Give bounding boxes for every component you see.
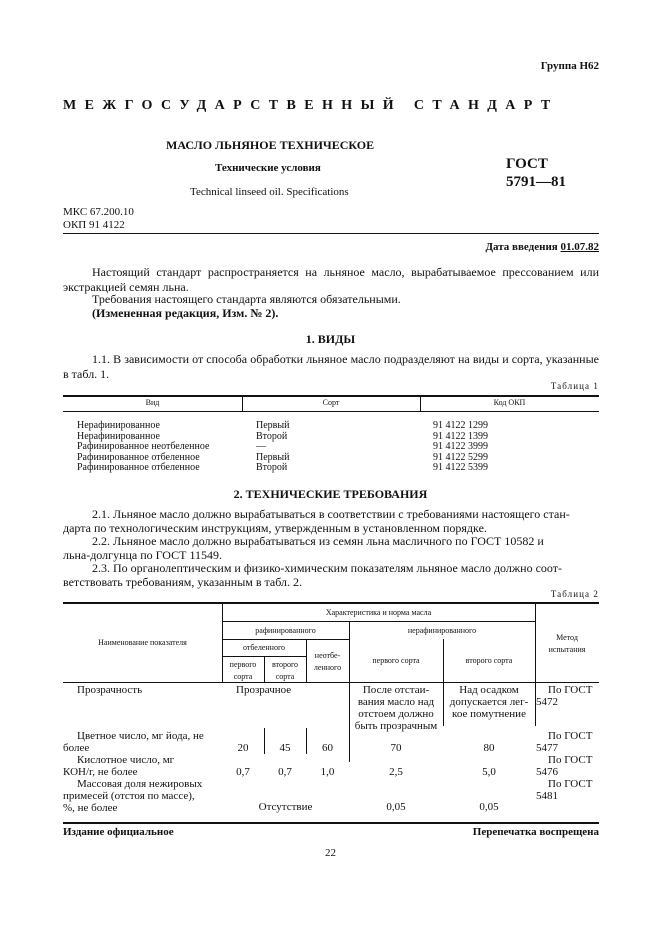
table-2-row-impurities-method xyxy=(536,778,592,802)
section-1-paragraph: 1.1. В зависимости от способа обработки льняное масло подразделяют на виды и сорта, указанные в табл. 1. xyxy=(63,352,599,381)
header-line: ленного xyxy=(313,663,342,672)
cell-line: После отстаи- xyxy=(362,684,430,696)
table-1-cell: Нерафинированное xyxy=(77,420,160,431)
table-1-header-kind: Вид xyxy=(145,398,160,407)
table-2-header-first-grade-bleached xyxy=(222,659,264,683)
cell-line: По ГОСТ xyxy=(548,730,593,742)
intro-paragraph-1: Настоящий стандарт распространяется на льняное масло, вырабатываемое прессованием или экстракцией семян льна. xyxy=(63,265,599,294)
cell-line: более xyxy=(63,742,90,754)
table-2-value: 0,7 xyxy=(236,766,250,778)
intro-paragraph-2: Требования настоящего стандарта являются обязательными. xyxy=(92,292,401,306)
table-2-row-color-name xyxy=(63,730,204,754)
cell-line: По ГОСТ xyxy=(548,778,593,790)
cell-line: 5477 xyxy=(536,742,558,754)
table-2-value: 5,0 xyxy=(482,766,496,778)
paragraph-2-1-line-2: дарта по технологическим инструкциям, утвержденным в установленном порядке. xyxy=(63,521,487,535)
cell-line: отстоем должно xyxy=(358,708,434,720)
table-2-header-refined: рафинированного xyxy=(255,626,316,635)
table-2-row-transparency-method xyxy=(536,684,592,708)
table-1-cell: 91 4122 1299 xyxy=(433,420,488,431)
table-1-cell: — xyxy=(256,441,266,452)
table-1-cell: 91 4122 5399 xyxy=(433,462,488,473)
table-2-row-transparency-refined: Прозрачное xyxy=(236,684,292,696)
standard-banner: МЕЖГОСУДАРСТВЕННЫЙ СТАНДАРТ xyxy=(63,98,559,113)
table-2-value: 1,0 xyxy=(320,766,335,778)
gost-label: ГОСТ xyxy=(506,156,548,172)
table-1-col-code xyxy=(433,421,488,474)
table-2-row-transparency-unrefined-second xyxy=(443,684,535,720)
cell-line: 5476 xyxy=(536,766,558,778)
cell-line: Цветное число, мг йода, не xyxy=(77,730,204,742)
table-1-col-grade xyxy=(256,421,289,474)
table-2-header-method xyxy=(535,632,599,656)
cell-line: По ГОСТ xyxy=(548,684,593,696)
table-2-row-impurities-refined: Отсутствие xyxy=(258,801,313,813)
header-line: второго xyxy=(271,660,299,669)
table-1-cell: Рафинированное неотбеленное xyxy=(77,441,210,452)
table-2-header-second-grade-bleached xyxy=(264,659,306,683)
table-1-cell: Первый xyxy=(256,451,290,463)
okp-code: ОКП 91 4122 xyxy=(63,219,125,231)
table-1-col-kind xyxy=(77,421,209,474)
table-2-value: 2,5 xyxy=(389,766,403,778)
header-line: сорта xyxy=(233,672,253,681)
cell-line: По ГОСТ xyxy=(548,754,593,766)
table-1-header-grade: Сорт xyxy=(322,398,340,407)
cell-line: %, не более xyxy=(63,802,118,814)
cell-line: примесей (отстоя по массе), xyxy=(63,790,195,802)
cell-line: КОН/г, не более xyxy=(63,766,138,778)
table-2-header-characteristic: Характеристика и норма масла xyxy=(325,608,432,617)
mks-code: МКС 67.200.10 xyxy=(63,206,134,218)
intro-date xyxy=(485,241,599,253)
header-line: Метод xyxy=(556,633,578,642)
header-line: сорта xyxy=(275,672,295,681)
cell-line: быть прозрачным xyxy=(354,720,438,732)
group-code: Группа Н62 xyxy=(540,60,599,72)
table-1-cell: Рафинированное отбеленное xyxy=(77,462,200,473)
table-2-value: 0,05 xyxy=(479,801,499,813)
table-1-cell: Второй xyxy=(256,430,288,442)
cell-line: Массовая доля нежировых xyxy=(77,778,203,790)
table-1-header-code: Код ОКП xyxy=(493,398,526,407)
cell-line: Кислотное число, мг xyxy=(77,754,175,766)
table-1-cell: 91 4122 3999 xyxy=(433,441,488,452)
footer-reprint-prohibited: Перепечатка воспрещена xyxy=(472,826,599,838)
table-1-cell: Рафинированное отбеленное xyxy=(77,451,200,463)
table-2-value: 0,05 xyxy=(386,801,406,813)
footer-official-edition: Издание официальное xyxy=(63,826,174,838)
table-2-row-impurities-name xyxy=(63,778,202,814)
document-subtitle: Технические условия xyxy=(215,162,321,174)
intro-date-value: 01.07.82 xyxy=(560,241,599,253)
english-title: Technical linseed oil. Specifications xyxy=(190,186,349,198)
document-title: МАСЛО ЛЬНЯНОЕ ТЕХНИЧЕСКОЕ xyxy=(166,138,375,152)
gost-number: 5791—81 xyxy=(506,174,566,190)
cell-line: вания масло над xyxy=(357,696,435,708)
section-2-title: 2. ТЕХНИЧЕСКИЕ ТРЕБОВАНИЯ xyxy=(233,487,428,501)
table-2-row-transparency-name: Прозрачность xyxy=(77,684,143,696)
table-2-caption: Таблица 2 xyxy=(550,589,599,599)
table-2-value: 60 xyxy=(322,742,333,754)
header-line: испытания xyxy=(548,645,586,654)
header-line: первого xyxy=(229,660,257,669)
paragraph-2-2-line-2: льна-долгунца по ГОСТ 11549. xyxy=(63,548,222,562)
cell-line: допускается лег- xyxy=(449,696,529,708)
intro-date-label: Дата введения xyxy=(485,241,558,253)
section-1-title: 1. ВИДЫ xyxy=(305,332,356,346)
table-1-caption: Таблица 1 xyxy=(550,381,599,391)
table-2-row-acid-method xyxy=(536,754,592,778)
table-2-row-transparency-unrefined-first xyxy=(349,684,443,732)
table-2-value: 70 xyxy=(390,742,402,754)
cell-line: Над осадком xyxy=(459,684,519,696)
table-2-value: 80 xyxy=(483,742,495,754)
table-2-header-unrefined: нерафинированного xyxy=(407,626,477,635)
table-2-value: 20 xyxy=(237,742,249,754)
header-line: неотбе- xyxy=(314,651,341,660)
table-2-header-first-sort: первого сорта xyxy=(372,656,420,665)
cell-line: кое помутнение xyxy=(452,708,526,720)
table-2-value: 0,7 xyxy=(278,766,292,778)
cell-line: 5481 xyxy=(536,790,558,802)
table-1-cell: Второй xyxy=(256,462,288,473)
paragraph-2-2-line-1: 2.2. Льняное масло должно вырабатываться из семян льна масличного по ГОСТ 10582 и xyxy=(92,534,544,548)
table-2-value: 45 xyxy=(279,742,291,754)
table-2-row-acid-name xyxy=(63,754,174,778)
table-1-cell: 91 4122 5299 xyxy=(433,451,488,463)
paragraph-2-3-line-2: ветствовать требованиям, указанным в табл. 2. xyxy=(63,575,303,589)
table-2-header-name: Наименование показателя xyxy=(98,638,187,647)
cell-line: 5472 xyxy=(536,696,558,708)
page-number: 22 xyxy=(325,847,336,859)
table-2-row-color-method xyxy=(536,730,592,754)
intro-amendment: (Измененная редакция, Изм. № 2). xyxy=(92,306,279,320)
table-2-header-second-sort: второго сорта xyxy=(465,656,513,665)
table-1-cell: 91 4122 1399 xyxy=(433,430,488,442)
paragraph-2-1-line-1: 2.1. Льняное масло должно вырабатываться в соответствии с требованиями настоящего стан- xyxy=(92,507,570,521)
paragraph-2-3-line-1: 2.3. По органолептическим и физико-химическим показателям льняное масло должно соот- xyxy=(92,561,563,575)
table-1-cell: Нерафинированное xyxy=(77,430,160,442)
table-2-header-unbleached xyxy=(306,650,349,674)
table-1-cell: Первый xyxy=(256,420,290,431)
table-2-header-bleached: отбеленного xyxy=(242,643,286,652)
